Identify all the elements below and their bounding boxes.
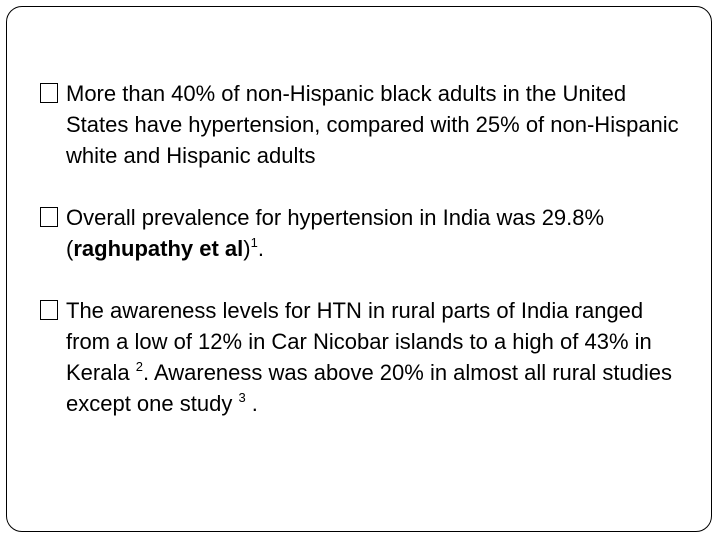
bullet-text: More than 40% of non-Hispanic black adults in the United States have hypertension, compared with 25% of non-Hispanic white and Hispanic adults	[66, 81, 679, 168]
reference-superscript: 1	[250, 235, 258, 250]
bullet-text: . Awareness was above 20% in almost all rural studies except one study	[66, 360, 673, 416]
bullet-item-awareness-levels	[40, 295, 690, 419]
bullet-marker-icon	[40, 83, 58, 103]
bullet-text: .	[257, 236, 264, 261]
bullet-list	[40, 78, 690, 450]
bullet-text: )	[243, 236, 251, 261]
bullet-item-india-prevalence	[40, 202, 690, 264]
reference-superscript: 2	[135, 359, 143, 374]
bullet-text: The awareness levels for HTN in rural parts of India ranged from a low of 12% in Car Nicobar islands to a high of 43% in Kerala	[66, 298, 652, 385]
bullet-text: Overall prevalence for hypertension in India was 29.8%(	[66, 205, 605, 261]
bullet-marker-icon	[40, 300, 58, 320]
bullet-marker-icon	[40, 207, 58, 227]
citation-author: raghupathy et al	[73, 236, 244, 261]
bullet-item-us-hypertension	[40, 78, 690, 171]
reference-superscript: 3	[238, 390, 246, 405]
bullet-text: .	[245, 391, 258, 416]
